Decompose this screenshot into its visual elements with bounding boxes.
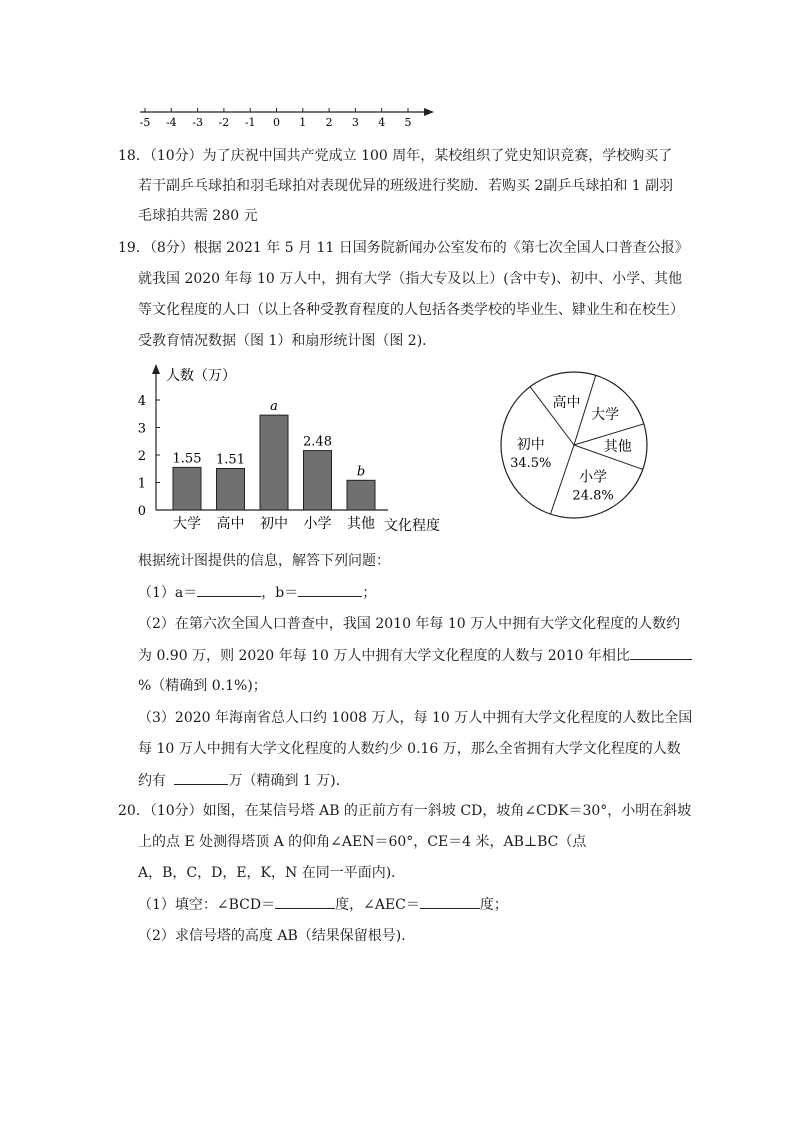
q19-p1-b-label: ，b＝ — [261, 585, 299, 601]
q19-p2-line3: %（精确到 0.1%)； — [138, 678, 267, 694]
number-line-tick-label: -1 — [244, 116, 256, 129]
q20-line1: 20．（10分）如图，在某信号塔 AB 的正前方有一斜坡 CD，坡角∠CDK＝30°，小明在斜坡 — [118, 803, 692, 819]
bar-data-label: b — [356, 464, 366, 480]
bar-data-label: 1.55 — [172, 451, 202, 467]
q20-p1c: 度； — [479, 897, 508, 913]
q19-p3-line3a: 约有 — [138, 773, 171, 789]
x-tick-label: 高中 — [216, 516, 245, 532]
q19-intro: 根据统计图提供的信息，解答下列问题： — [138, 553, 390, 569]
pie-label-高中: 高中 — [552, 394, 581, 411]
number-line-tick-label: 3 — [351, 116, 359, 129]
x-axis-label: 文化程度 — [384, 518, 440, 534]
number-line-arrow — [424, 108, 434, 116]
number-line-tick-label: -2 — [218, 116, 230, 129]
number-line-tick-label: 1 — [299, 116, 307, 129]
y-tick-label: 4 — [137, 394, 146, 409]
q19-p2-line1: （2）在第六次全国人口普查中，我国 2010 年每 10 万人中拥有大学文化程度的人数约 — [138, 616, 681, 632]
q20-p1a: （1）填空：∠BCD＝ — [138, 897, 276, 913]
pie-percent-小学: 24.8% — [572, 488, 614, 504]
number-line-tick-label: 2 — [325, 116, 333, 129]
bar-初中 — [260, 415, 288, 510]
y-axis-label: 人数（万） — [166, 368, 236, 384]
pie-label-小学: 小学 — [579, 469, 608, 486]
number-line — [136, 102, 446, 132]
y-axis-arrow — [152, 364, 160, 374]
number-line-tick-label: 5 — [404, 116, 412, 129]
answer-blank-hainan[interactable] — [174, 770, 228, 785]
number-line-tick-label: 0 — [273, 116, 280, 129]
x-tick-label: 大学 — [173, 516, 201, 532]
q18-line3: 毛球拍共需 280 元 — [138, 208, 258, 224]
y-tick-label: 1 — [137, 476, 146, 492]
q18-line2: 若干副乒乓球拍和羽毛球拍对表现优异的班级进行奖励．若购买 2副乒乓球拍和 1 副羽 — [138, 178, 674, 194]
q19-p2-line2 — [138, 645, 692, 666]
q19-line1: 19．（8分）根据 2021 年 5 月 11 日国务院新闻办公室发布的《第七次全国人口普查公报》 — [118, 240, 689, 256]
bar-高中 — [217, 468, 245, 510]
pie-label-初中: 初中 — [516, 436, 545, 453]
answer-blank-bcd[interactable] — [275, 894, 335, 909]
q19-p3-line1: （3）2020 年海南省总人口约 1008 万人，每 10 万人中拥有大学文化程度的人数比全国 — [138, 710, 693, 726]
q19-line3: 等文化程度的人口（以上各种受教育程度的人包括各类学校的毕业生、肄业生和在校生） — [138, 302, 684, 318]
q19-p3-line2: 每 10 万人中拥有大学文化程度的人数约少 0.16 万，那么全省拥有大学文化程度的人数 — [138, 741, 681, 757]
bar-data-label: a — [270, 399, 278, 415]
q19-p3-line3b: 万（精确到 1 万)． — [228, 773, 350, 789]
q20-part2: （2）求信号塔的高度 AB（结果保留根号)． — [138, 928, 416, 944]
q19-line4: 受教育情况数据（图 1）和扇形统计图（图 2)． — [138, 333, 437, 349]
number-line-tick-label: -3 — [192, 116, 203, 129]
answer-blank-aec[interactable] — [420, 894, 480, 909]
y-tick-label: 3 — [137, 421, 146, 437]
q18-line1: 18．（10分）为了庆祝中国共产党成立 100 周年，某校组织了党史知识竞赛，学校购买了 — [118, 148, 673, 164]
bar-data-label: 1.51 — [216, 452, 245, 468]
answer-blank-a[interactable] — [197, 582, 261, 597]
pie-label-其他: 其他 — [603, 439, 632, 456]
y-tick-label: 0 — [137, 504, 146, 519]
q19-p3-line3 — [138, 770, 350, 791]
q20-part1 — [138, 894, 508, 915]
x-tick-label: 初中 — [260, 516, 288, 532]
number-line-tick-label: -5 — [139, 116, 151, 129]
answer-blank-percent[interactable] — [630, 645, 692, 660]
bar-小学 — [304, 451, 332, 510]
bar-大学 — [173, 467, 201, 510]
bar-其他 — [347, 480, 375, 510]
q19-p1-a-label: （1）a＝ — [138, 585, 198, 601]
number-line-tick-label: 4 — [378, 116, 386, 129]
pie-chart-figure2 — [494, 360, 684, 530]
q20-p1b: 度，∠AEC＝ — [335, 897, 420, 913]
answer-blank-b[interactable] — [298, 582, 362, 597]
q20-line2: 上的点 E 处测得塔顶 A 的仰角∠AEN＝60°，CE＝4 米，AB⊥BC（点 — [138, 834, 587, 850]
q19-p2-line2-text: 为 0.90 万，则 2020 年每 10 万人中拥有大学文化程度的人数与 2010 年相比 — [138, 648, 630, 664]
pie-label-大学: 大学 — [591, 407, 620, 424]
q19-part1 — [138, 582, 376, 603]
x-tick-label: 其他 — [347, 516, 375, 532]
bar-data-label: 2.48 — [303, 434, 332, 450]
number-line-tick-label: -4 — [165, 116, 177, 129]
pie-percent-初中: 34.5% — [510, 455, 552, 471]
x-tick-label: 小学 — [303, 516, 332, 532]
q20-line3: A，B，C，D，E，K，N 在同一平面内)． — [138, 865, 406, 881]
q19-line2: 就我国 2020 年每 10 万人中，拥有大学（指大专及以上）(含中专)、初中、小学、其他 — [138, 271, 683, 287]
y-tick-label: 2 — [137, 449, 146, 464]
bar-chart-figure1 — [130, 362, 460, 542]
q19-p1-end: ； — [362, 585, 377, 601]
